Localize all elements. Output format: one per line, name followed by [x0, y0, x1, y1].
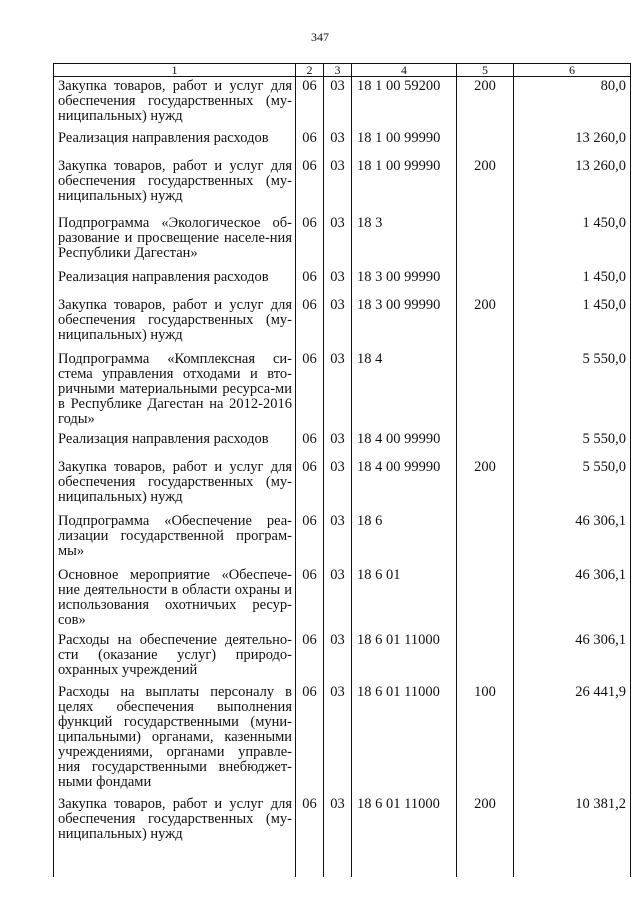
row-amount-cell: 10 381,2 [514, 795, 631, 877]
row-expense-type-cell: 200 [457, 157, 514, 214]
row-target-code-cell: 18 4 00 99990 [352, 458, 457, 512]
table-row [54, 795, 631, 877]
row-amount-cell: 26 441,9 [514, 683, 631, 795]
row-amount-cell: 5 550,0 [514, 458, 631, 512]
row-expense-type-cell [457, 214, 514, 268]
row-subsection-cell: 03 [324, 795, 352, 877]
table-row [54, 458, 631, 512]
row-subsection-cell: 03 [324, 296, 352, 350]
column-header-1: 1 [54, 64, 296, 77]
row-expense-type-cell [457, 268, 514, 296]
row-section-cell: 06 [296, 268, 324, 296]
table-row [54, 512, 631, 566]
row-amount-cell: 13 260,0 [514, 157, 631, 214]
table-row [54, 350, 631, 430]
row-target-code-cell: 18 1 00 59200 [352, 77, 457, 130]
row-section-cell: 06 [296, 566, 324, 631]
table-header [54, 64, 631, 77]
row-amount-cell: 1 450,0 [514, 296, 631, 350]
table-row [54, 268, 631, 296]
table-row [54, 129, 631, 157]
row-target-code-cell: 18 6 [352, 512, 457, 566]
row-name-cell: Расходы на выплаты персоналу в целях обеспечения выполнения функций государственными (муни-ципальными) органами, казенными учреждениями, органами управле-ния государственными внебюджет-ными фондами [54, 683, 296, 795]
row-subsection-cell: 03 [324, 214, 352, 268]
row-amount-cell: 80,0 [514, 77, 631, 130]
row-amount-cell: 5 550,0 [514, 430, 631, 458]
row-name-cell: Подпрограмма «Обеспечение реа-лизации государственной програм-мы» [54, 512, 296, 566]
row-subsection-cell: 03 [324, 350, 352, 430]
row-target-code-cell: 18 6 01 11000 [352, 683, 457, 795]
row-section-cell: 06 [296, 430, 324, 458]
row-name-cell: Основное мероприятие «Обеспече-ние деятельности в области охраны и использования охотничьих ресур-сов» [54, 566, 296, 631]
row-expense-type-cell: 200 [457, 795, 514, 877]
row-expense-type-cell: 200 [457, 458, 514, 512]
row-name-cell: Подпрограмма «Комплексная си-стема управления отходами и вто-ричными материальными ресурса-ми в Республике Дагестан на 2012-2016 годы» [54, 350, 296, 430]
row-expense-type-cell [457, 350, 514, 430]
row-subsection-cell: 03 [324, 458, 352, 512]
row-section-cell: 06 [296, 795, 324, 877]
row-subsection-cell: 03 [324, 268, 352, 296]
row-name-cell: Закупка товаров, работ и услуг для обеспечения государственных (му-ниципальных) нужд [54, 458, 296, 512]
row-section-cell: 06 [296, 129, 324, 157]
row-name-cell: Закупка товаров, работ и услуг для обеспечения государственных (му-ниципальных) нужд [54, 296, 296, 350]
table-row [54, 214, 631, 268]
row-section-cell: 06 [296, 157, 324, 214]
column-header-5: 5 [457, 64, 514, 77]
row-expense-type-cell [457, 430, 514, 458]
row-target-code-cell: 18 6 01 11000 [352, 631, 457, 683]
row-name-cell: Реализация направления расходов [54, 268, 296, 296]
row-amount-cell: 46 306,1 [514, 512, 631, 566]
row-expense-type-cell: 200 [457, 77, 514, 130]
budget-table-container [53, 63, 630, 877]
row-section-cell: 06 [296, 77, 324, 130]
row-section-cell: 06 [296, 458, 324, 512]
budget-table [53, 63, 631, 877]
row-expense-type-cell: 200 [457, 296, 514, 350]
row-section-cell: 06 [296, 350, 324, 430]
table-row [54, 683, 631, 795]
row-name-cell: Закупка товаров, работ и услуг для обеспечения государственных (му-ниципальных) нужд [54, 157, 296, 214]
row-name-cell: Реализация направления расходов [54, 129, 296, 157]
row-target-code-cell: 18 1 00 99990 [352, 129, 457, 157]
row-subsection-cell: 03 [324, 683, 352, 795]
column-header-3: 3 [324, 64, 352, 77]
row-subsection-cell: 03 [324, 77, 352, 130]
row-section-cell: 06 [296, 214, 324, 268]
row-name-cell: Подпрограмма «Экологическое об-разование и просвещение населе-ния Республики Дагестан» [54, 214, 296, 268]
row-target-code-cell: 18 3 00 99990 [352, 268, 457, 296]
row-expense-type-cell [457, 129, 514, 157]
row-amount-cell: 5 550,0 [514, 350, 631, 430]
row-expense-type-cell: 100 [457, 683, 514, 795]
row-amount-cell: 13 260,0 [514, 129, 631, 157]
row-expense-type-cell [457, 631, 514, 683]
row-amount-cell: 46 306,1 [514, 566, 631, 631]
row-amount-cell: 46 306,1 [514, 631, 631, 683]
row-name-cell: Реализация направления расходов [54, 430, 296, 458]
row-subsection-cell: 03 [324, 157, 352, 214]
row-target-code-cell: 18 4 [352, 350, 457, 430]
table-row [54, 157, 631, 214]
row-expense-type-cell [457, 566, 514, 631]
row-amount-cell: 1 450,0 [514, 214, 631, 268]
row-subsection-cell: 03 [324, 566, 352, 631]
table-row [54, 296, 631, 350]
column-header-2: 2 [296, 64, 324, 77]
row-name-cell: Расходы на обеспечение деятельно-сти (оказание услуг) природо-охранных учреждений [54, 631, 296, 683]
row-section-cell: 06 [296, 683, 324, 795]
table-row [54, 631, 631, 683]
table-row [54, 77, 631, 130]
row-name-cell: Закупка товаров, работ и услуг для обеспечения государственных (му-ниципальных) нужд [54, 795, 296, 877]
row-section-cell: 06 [296, 631, 324, 683]
row-name-cell: Закупка товаров, работ и услуг для обеспечения государственных (му-ниципальных) нужд [54, 77, 296, 130]
table-row [54, 566, 631, 631]
row-target-code-cell: 18 3 00 99990 [352, 296, 457, 350]
table-body [54, 77, 631, 878]
row-target-code-cell: 18 1 00 99990 [352, 157, 457, 214]
row-subsection-cell: 03 [324, 430, 352, 458]
table-row [54, 430, 631, 458]
column-header-6: 6 [514, 64, 631, 77]
row-target-code-cell: 18 4 00 99990 [352, 430, 457, 458]
row-target-code-cell: 18 3 [352, 214, 457, 268]
header-row [54, 64, 631, 77]
row-subsection-cell: 03 [324, 631, 352, 683]
row-subsection-cell: 03 [324, 129, 352, 157]
row-section-cell: 06 [296, 512, 324, 566]
row-target-code-cell: 18 6 01 [352, 566, 457, 631]
page-number: 347 [311, 30, 329, 44]
row-amount-cell: 1 450,0 [514, 268, 631, 296]
row-expense-type-cell [457, 512, 514, 566]
row-target-code-cell: 18 6 01 11000 [352, 795, 457, 877]
row-subsection-cell: 03 [324, 512, 352, 566]
column-header-4: 4 [352, 64, 457, 77]
row-section-cell: 06 [296, 296, 324, 350]
